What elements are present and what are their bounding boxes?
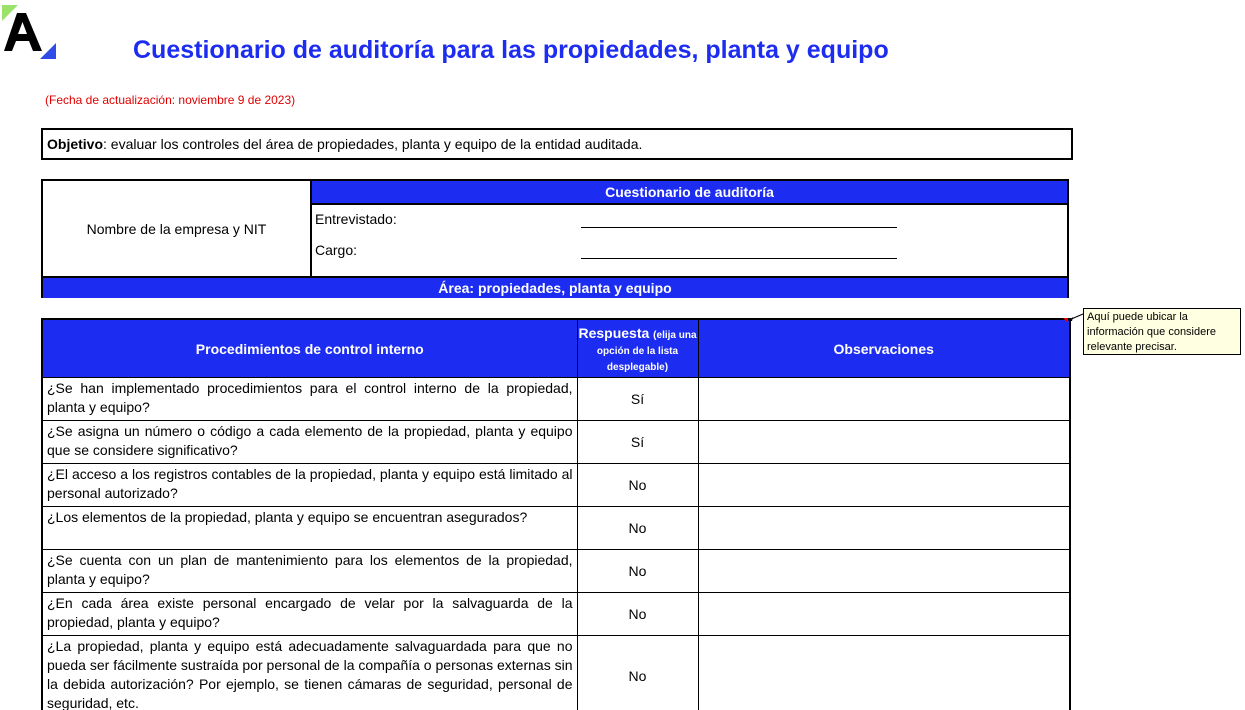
observations-cell[interactable]: [698, 636, 1070, 710]
observations-cell[interactable]: [698, 507, 1070, 550]
objective-text: : evaluar los controles del área de propiedades, planta y equipo de la entidad auditada.: [103, 136, 643, 152]
question-cell: ¿Se han implementado procedimientos para el control interno de la propiedad, planta y equipo?: [42, 378, 577, 421]
company-name-cell[interactable]: [43, 181, 312, 276]
table-row: [42, 593, 1070, 636]
comment-connector: [1068, 313, 1084, 321]
question-cell: ¿En cada área existe personal encargado de velar por la salvaguarda de la propiedad, planta y equipo?: [42, 593, 577, 636]
page-title: Cuestionario de auditoría para las propiedades, planta y equipo: [133, 36, 889, 64]
interviewee-field[interactable]: [581, 227, 897, 228]
answer-dropdown[interactable]: No: [577, 550, 698, 593]
answer-dropdown[interactable]: Sí: [577, 378, 698, 421]
question-cell: ¿Se cuenta con un plan de mantenimiento para los elementos de la propiedad, planta y equipo?: [42, 550, 577, 593]
column-header-procedures: Procedimientos de control interno: [42, 319, 577, 378]
brand-logo: [2, 5, 56, 59]
questionnaire-title: Cuestionario de auditoría: [312, 181, 1067, 205]
answer-dropdown[interactable]: No: [577, 507, 698, 550]
table-row: [42, 636, 1070, 710]
position-field[interactable]: [581, 258, 897, 259]
table-row: [42, 464, 1070, 507]
answer-dropdown[interactable]: No: [577, 636, 698, 710]
update-date: (Fecha de actualización: noviembre 9 de 2023): [45, 93, 296, 107]
control-procedures-table: [41, 318, 1071, 710]
position-label: Cargo:: [315, 242, 358, 258]
observations-cell[interactable]: [698, 593, 1070, 636]
observations-cell[interactable]: [698, 421, 1070, 464]
question-cell: ¿La propiedad, planta y equipo está adecuadamente salvaguardada para que no pueda ser fácilmente sustraída por personal de la compañía o personas externas sin la debida autorización? Por ejemplo, se tienen cámaras de seguridad, personal de seguridad, etc.: [42, 636, 577, 710]
question-cell: ¿Se asigna un número o código a cada elemento de la propiedad, planta y equipo que se considere significativo?: [42, 421, 577, 464]
table-row: [42, 421, 1070, 464]
cell-comment: Aquí puede ubicar la información que considere relevante precisar.: [1083, 308, 1241, 355]
interviewee-label: Entrevistado:: [315, 211, 397, 227]
observations-cell[interactable]: [698, 378, 1070, 421]
area-bar: Área: propiedades, planta y equipo: [43, 276, 1067, 298]
answer-dropdown[interactable]: Sí: [577, 421, 698, 464]
answer-dropdown[interactable]: No: [577, 593, 698, 636]
table-row: [42, 507, 1070, 550]
question-cell: ¿El acceso a los registros contables de la propiedad, planta y equipo está limitado al personal autorizado?: [42, 464, 577, 507]
column-header-answer: [577, 319, 698, 378]
objective-box[interactable]: [41, 128, 1073, 160]
answer-dropdown[interactable]: No: [577, 464, 698, 507]
table-header-row: [42, 319, 1070, 378]
observations-cell[interactable]: [698, 464, 1070, 507]
answer-header-label: Respuesta: [578, 324, 650, 341]
table-row: [42, 378, 1070, 421]
company-label: Nombre de la empresa y NIT: [86, 220, 267, 237]
observations-cell[interactable]: [698, 550, 1070, 593]
objective-label: Objetivo: [47, 136, 104, 152]
table-row: [42, 550, 1070, 593]
questionnaire-header: [41, 179, 1069, 298]
answer-header-note: (elija una opción de la lista desplegable): [596, 329, 697, 373]
question-cell: ¿Los elementos de la propiedad, planta y equipo se encuentran asegurados?: [42, 507, 577, 550]
column-header-observations: Observaciones: [698, 319, 1070, 378]
